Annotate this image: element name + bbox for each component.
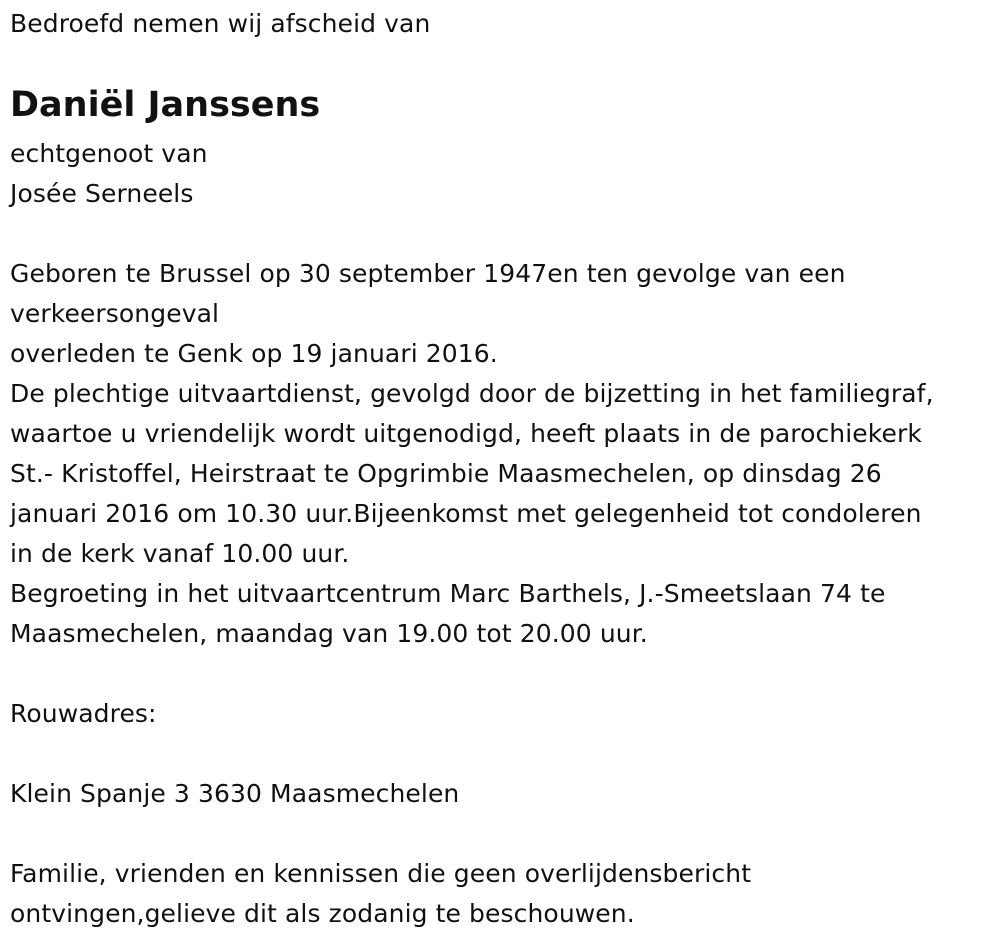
- relation-text: echtgenoot van: [10, 139, 208, 168]
- body-line: januari 2016 om 10.30 uur.Bijeenkomst met gelegenheid tot condoleren: [10, 499, 922, 528]
- body-line: in de kerk vanaf 10.00 uur.: [10, 539, 350, 568]
- body-line: St.- Kristoffel, Heirstraat te Opgrimbie Maasmechelen, op dinsdag 26: [10, 459, 882, 488]
- body-line: Begroeting in het uitvaartcentrum Marc Barthels, J.-Smeetslaan 74 te: [10, 579, 886, 608]
- body-line: overleden te Genk op 19 januari 2016.: [10, 339, 498, 368]
- body-line: De plechtige uitvaartdienst, gevolgd door de bijzetting in het familiegraf,: [10, 379, 934, 408]
- closing-line: ontvingen,gelieve dit als zodanig te beschouwen.: [10, 899, 635, 928]
- body-line: waartoe u vriendelijk wordt uitgenodigd, heeft plaats in de parochiekerk: [10, 419, 922, 448]
- spouse-name: Josée Serneels: [10, 179, 194, 208]
- body-line: Maasmechelen, maandag van 19.00 tot 20.00 uur.: [10, 619, 648, 648]
- address-label: Rouwadres:: [10, 699, 157, 728]
- mourning-address: Klein Spanje 3 3630 Maasmechelen: [10, 779, 460, 808]
- intro-text: Bedroefd nemen wij afscheid van: [10, 9, 431, 38]
- body-line: Geboren te Brussel op 30 september 1947en ten gevolge van een: [10, 259, 846, 288]
- body-line: verkeersongeval: [10, 299, 220, 328]
- deceased-name: Daniël Janssens: [10, 85, 321, 125]
- closing-line: Familie, vrienden en kennissen die geen overlijdensbericht: [10, 859, 752, 888]
